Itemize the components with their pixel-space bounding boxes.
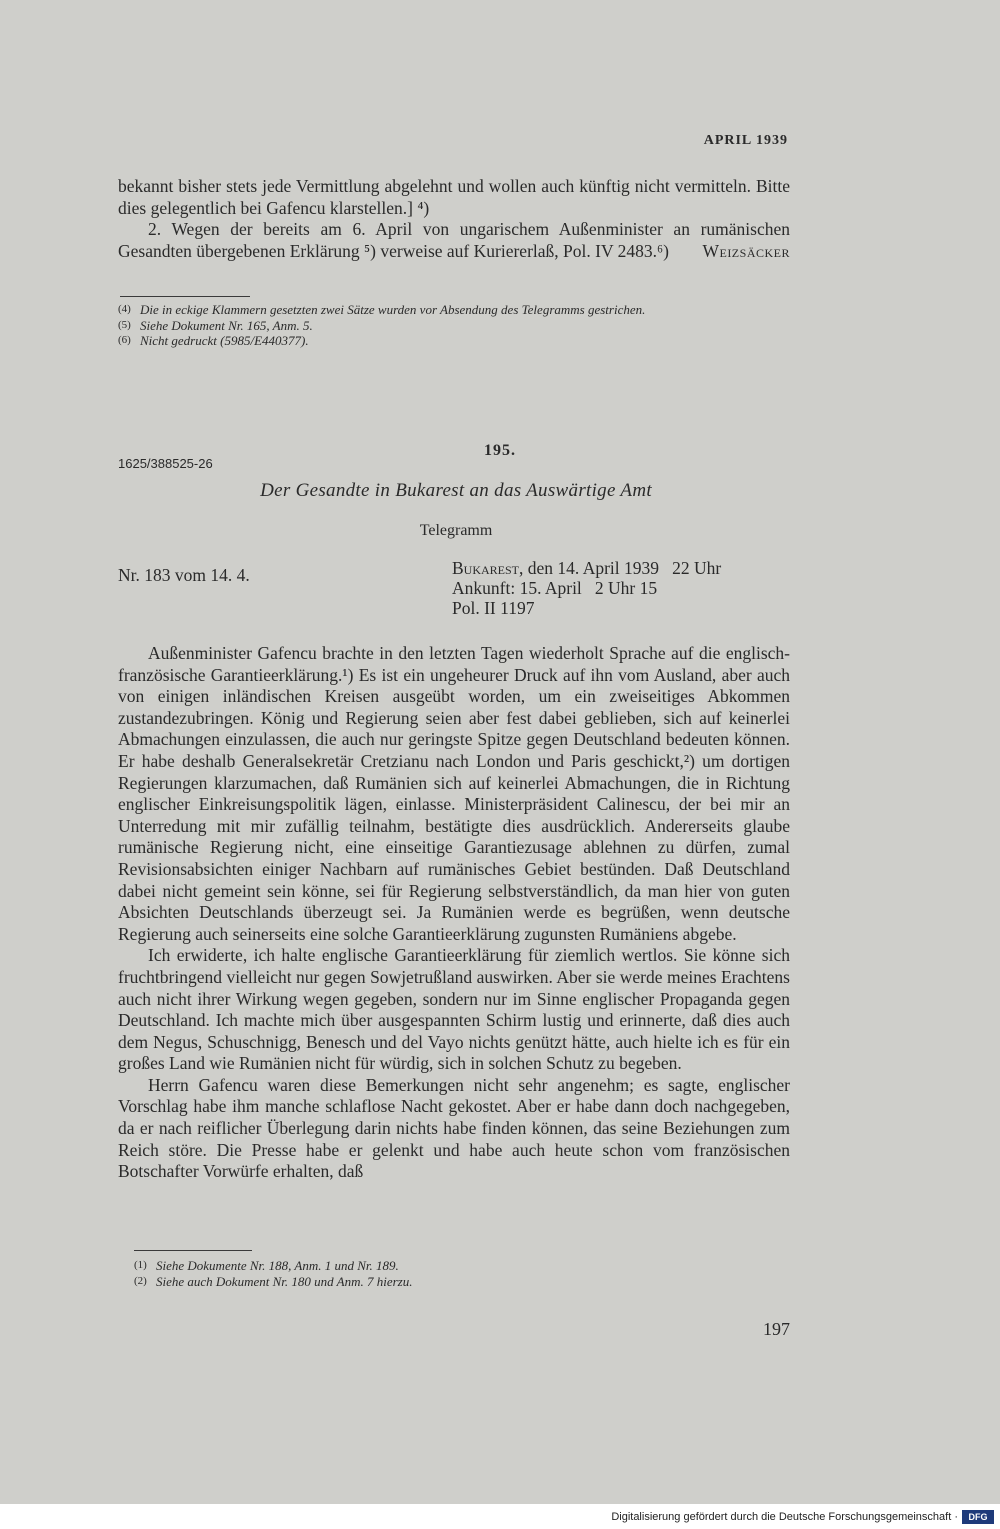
footnote-text: Siehe auch Dokument Nr. 180 und Anm. 7 hierzu. bbox=[156, 1273, 413, 1289]
paragraph: Ich erwiderte, ich halte englische Garantieerklärung für ziemlich wertlos. Sie könne sich fruchtbringend vielleicht nur gegen Sowjetrußland auswirken. Aber sie werde meines Erachtens auch nicht ihrer Wirkung wegen gegeben, sondern nur im Sinne englischer Propaganda gegen Deutschland. Ich machte mich über ausgespannten Schirm lustig und erinnerte, daß dies auch dem Negus, Schuschnigg, Benesch und del Vayo nichts genützt hätte, auch hielte ich es für ein großes Land wie Rumänien nicht für würdig, sich in solchen Schutz zu begeben. bbox=[118, 945, 790, 1074]
running-title: APRIL 1939 bbox=[703, 133, 788, 148]
footnote bbox=[118, 302, 790, 318]
document-type: Telegramm bbox=[419, 522, 493, 539]
footnote bbox=[134, 1258, 790, 1274]
telegram-header bbox=[452, 558, 721, 618]
footnote-text: Die in eckige Klammern gesetzten zwei Sätze wurden vor Absendung des Telegramms gestrichen. bbox=[140, 302, 646, 317]
telegram-body bbox=[118, 643, 790, 1183]
file-reference: 1625/388525-26 bbox=[118, 456, 213, 471]
footer-bar bbox=[0, 1504, 1000, 1529]
date-time: den 14. April 1939 22 Uhr bbox=[527, 558, 722, 578]
document-title: Der Gesandte in Bukarest an das Auswärtige Amt bbox=[260, 480, 652, 501]
telegram-footnotes bbox=[134, 1258, 790, 1289]
footnote-text: Siehe Dokument Nr. 165, Anm. 5. bbox=[140, 317, 313, 333]
file-code: Pol. II 1197 bbox=[452, 598, 535, 618]
footnote-number: (5) bbox=[118, 318, 131, 331]
footnote-number: (6) bbox=[118, 334, 131, 347]
funding-credit: Digitalisierung gefördert durch die Deutsche Forschungsgemeinschaft · bbox=[611, 1511, 958, 1523]
page-number: 197 bbox=[763, 1319, 790, 1339]
paragraph: Außenminister Gafencu brachte in den letzten Tagen wiederholt Sprache auf die englisch-französische Garantieerklärung.¹) Es ist ein ungeheurer Druck auf ihn vom Ausland, aber auch von einigen inländischen Kreisen ausgeübt worden, um ein zweiseitiges Abkommen zustandezubringen. König und Regierung seien aber fest dabei geblieben, sich auf keinerlei Abmachungen einzulassen, die auch nur geringste Spitze gegen Deutschland bedeuten können. Er habe deshalb Generalsekretär Cretzianu nach London und Paris geschickt,²) um dortigen Regierungen klarzumachen, daß Rumänien sich auf keinerlei Abmachungen, die in Richtung englischer Einkreisungspolitik lägen, einlasse. Ministerpräsident Calinescu, der bei mir an Unterredung mit mir zufällig teilnahm, bestätigte dies ausdrücklich. Andererseits glaube rumänische Regierung nicht, eine einseitige Garantiezusage ablehnen zu dürfen, zumal Revisionsabsichten einiger Nachbarn auf rumänisches Gebiet bestünden. Daß Deutschland dabei nicht gemeint sein könne, sei für Regierung selbstverständlich, da man hier von guten Absichten Deutschlands überzeugt sei. Ja Rumänien werde es begrüßen, wenn deutsche Regierung auch seinerseits eine solche Garantieerklärung zugunsten Rumäniens abgebe. bbox=[118, 643, 790, 944]
footnote bbox=[118, 333, 790, 349]
footnote-divider bbox=[134, 1250, 252, 1251]
arrival-time: Ankunft: 15. April 2 Uhr 15 bbox=[452, 578, 658, 598]
footnote-number: (1) bbox=[134, 1259, 147, 1271]
signature: Weizsäcker bbox=[702, 241, 790, 262]
paragraph: bekannt bisher stets jede Vermittlung abgelehnt und wollen auch künftig nicht vermitteln. Bitte dies gelegentlich bei Gafencu klarstellen.] ⁴) bbox=[118, 176, 790, 218]
footnote-number: (2) bbox=[134, 1274, 147, 1287]
footnote-text: Nicht gedruckt (5985/E440377). bbox=[140, 333, 309, 349]
footnote bbox=[134, 1274, 790, 1290]
footnote-divider bbox=[120, 296, 250, 297]
telegram-number: Nr. 183 vom 14. 4. bbox=[118, 565, 250, 585]
paragraph: Herrn Gafencu waren diese Bemerkungen nicht sehr angenehm; es sagte, englischer Vorschlag habe ihm manche schlaflose Nacht gekostet. Aber er habe dann doch nachgegeben, da er nach reiflicher Überlegung darin nichts habe finden können, das seine Beziehungen zum Reich störe. Die Presse habe er gelenkt und habe auch heute schon vom französischen Botschafter Vorwürfe erhalten, daß bbox=[118, 1074, 790, 1182]
previous-document-footnotes bbox=[118, 302, 790, 349]
paragraph: 2. Wegen der bereits am 6. April von ungarischem Außenminister an rumänischen Gesandten übergebenen Erklärung ⁵) verweise auf Kuriererlaß, Pol. IV 2483.⁶) bbox=[118, 219, 790, 261]
footnote-text: Siehe Dokumente Nr. 188, Anm. 1 und Nr. 189. bbox=[156, 1258, 399, 1273]
footnote bbox=[118, 318, 790, 334]
footnote-number: (4) bbox=[118, 303, 131, 315]
dfg-logo[interactable]: DFG bbox=[962, 1510, 994, 1524]
document-number: 195. bbox=[484, 442, 516, 459]
place-name: Bukarest, bbox=[452, 558, 524, 578]
previous-document-text bbox=[118, 176, 790, 263]
